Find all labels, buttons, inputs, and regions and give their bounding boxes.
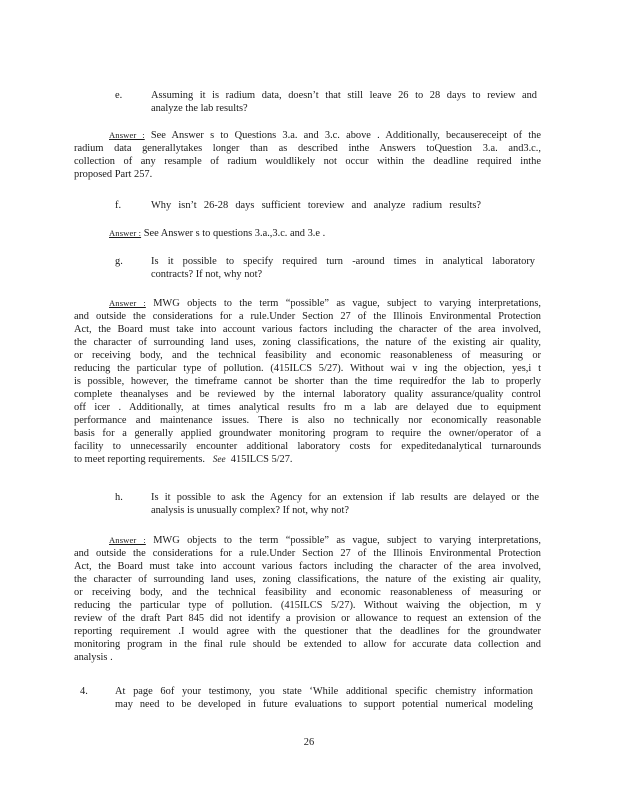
question-4-label: 4. [80, 686, 88, 697]
answer-h-line: or receiving body, and the technical feasibility and economic reasonableness of measuring or [74, 587, 541, 598]
answer-g-line: performance and maintenance issues. There is also no technically nor economically reasonable [74, 415, 541, 426]
question-g-line2: contracts? If not, why not? [151, 269, 263, 280]
answer-h-line: review of the draft Part 845 did not identify a provision or allowance to request an extension of the [74, 613, 541, 624]
answer-g [74, 297, 541, 466]
answer-label: Answer : [109, 298, 146, 308]
question-4 [115, 685, 533, 711]
question-h-line2: analysis is unusually complex? If not, why not? [151, 505, 349, 516]
question-e [151, 89, 537, 115]
answer-g-line: reducing the particular type of pollution. (415ILCS 5/27). Without wai v ing the objection, yes,i t [74, 363, 541, 374]
answer-h-last-line: analysis . [74, 652, 113, 663]
answer-h-line: reporting requirement .I would agree with the questioner that the deadlines for the groundwater [74, 626, 541, 637]
answer-h-line: monitoring program in the final rule should be extended to allow for accurate data collection and [74, 639, 541, 650]
answer-label: Answer : [109, 228, 142, 238]
answer-e [74, 129, 541, 181]
answer-h-line: the character of surrounding land uses, zoning classifications, the nature of the existing air quality, [74, 574, 541, 585]
answer-h-line1 [74, 534, 541, 547]
answer-h-line1-text: MWG objects to the term “possible” as vague, subject to varying interpretations, [153, 535, 541, 546]
answer-h-line: Act, the Board must take into account various factors including the character of the area involved, [74, 561, 541, 572]
question-4-line1: At page 6of your testimony, you state ‘While additional specific chemistry information [115, 686, 533, 697]
answer-g-line: basis for a generally applied groundwater monitoring program to require the owner/operator of a [74, 428, 541, 439]
answer-g-line: Act, the Board must take into account various factors including the character of the area involved, [74, 324, 541, 335]
answer-g-line: the character of surrounding land uses, zoning classifications, the nature of the existing air quality, [74, 337, 541, 348]
question-g [151, 255, 535, 281]
answer-e-line1-text: See Answer s to Questions 3.a. and 3.c. above . Additionally, becausereceipt of the [150, 130, 541, 141]
answer-f [109, 227, 369, 240]
question-f-label: f. [115, 200, 122, 211]
answer-g-line1 [74, 297, 541, 310]
answer-label: Answer : [109, 130, 145, 140]
answer-g-line: complete theanalyses and be reviewed by the internal laboratory quality assurance/quality control [74, 389, 541, 400]
answer-label: Answer : [109, 535, 146, 545]
answer-e-line4: proposed Part 257. [74, 169, 153, 180]
answer-e-line3: collection of any resample of radium wouldlikely not occur within the deadline required inthe [74, 156, 541, 167]
answer-g-last-line [74, 453, 541, 466]
question-g-label: g. [115, 256, 123, 267]
answer-g-line: facility to unnecessarily encounter additional laboratory costs for expeditedanalytical turnarounds [74, 441, 541, 452]
answer-g-line: or receiving body, and the technical feasibility and economic reasonableness of measuring or [74, 350, 541, 361]
question-h-label: h. [115, 492, 123, 503]
answer-h [74, 534, 541, 664]
question-e-line2: analyze the lab results? [151, 103, 248, 114]
answer-g-line: and outside the considerations for a rule.Under Section 27 of the Illinois Environmental Protection [74, 311, 541, 322]
answer-g-line: off icer . Additionally, at times analytical results fro m a lab are delayed due to equipment [74, 402, 541, 413]
page-number: 26 [303, 737, 315, 748]
question-e-line1: Assuming it is radium data, doesn’t that still leave 26 to 28 days to review and [151, 90, 537, 101]
question-4-line2: may need to be developed in future evaluations to support potential numerical modeling [115, 699, 533, 710]
answer-g-citation: 415ILCS 5/27. [230, 454, 293, 465]
question-g-line1: Is it possible to specify required turn -around times in analytical laboratory [151, 256, 535, 267]
answer-g-line1-text: MWG objects to the term “possible” as vague, subject to varying interpretations, [153, 298, 541, 309]
answer-e-line2: radium data generallytakes longer than as described inthe Answers toQuestion 3.a. and3.c., [74, 143, 541, 154]
answer-g-last-text: to meet reporting requirements. [74, 454, 205, 465]
answer-f-line [109, 227, 369, 240]
question-e-label: e. [115, 90, 123, 101]
answer-h-line: and outside the considerations for a rule.Under Section 27 of the Illinois Environmental Protection [74, 548, 541, 559]
question-f-text: Why isn’t 26-28 days sufficient toreview and analyze radium results? [151, 200, 481, 211]
question-f [151, 199, 481, 212]
question-h-line1: Is it possible to ask the Agency for an extension if lab results are delayed or the [151, 492, 539, 503]
question-h [151, 491, 539, 517]
answer-h-line: reducing the particular type of pollution. (415ILCS 5/27). Without waiving the objection, m y [74, 600, 541, 611]
see-citation: See [212, 454, 226, 464]
answer-e-line1 [74, 129, 541, 142]
answer-f-text: See Answer s to questions 3.a.,3.c. and 3.e . [143, 228, 326, 239]
answer-g-line: is possible, however, the timeframe cannot be shorter than the time requiredfor the lab to properly [74, 376, 541, 387]
